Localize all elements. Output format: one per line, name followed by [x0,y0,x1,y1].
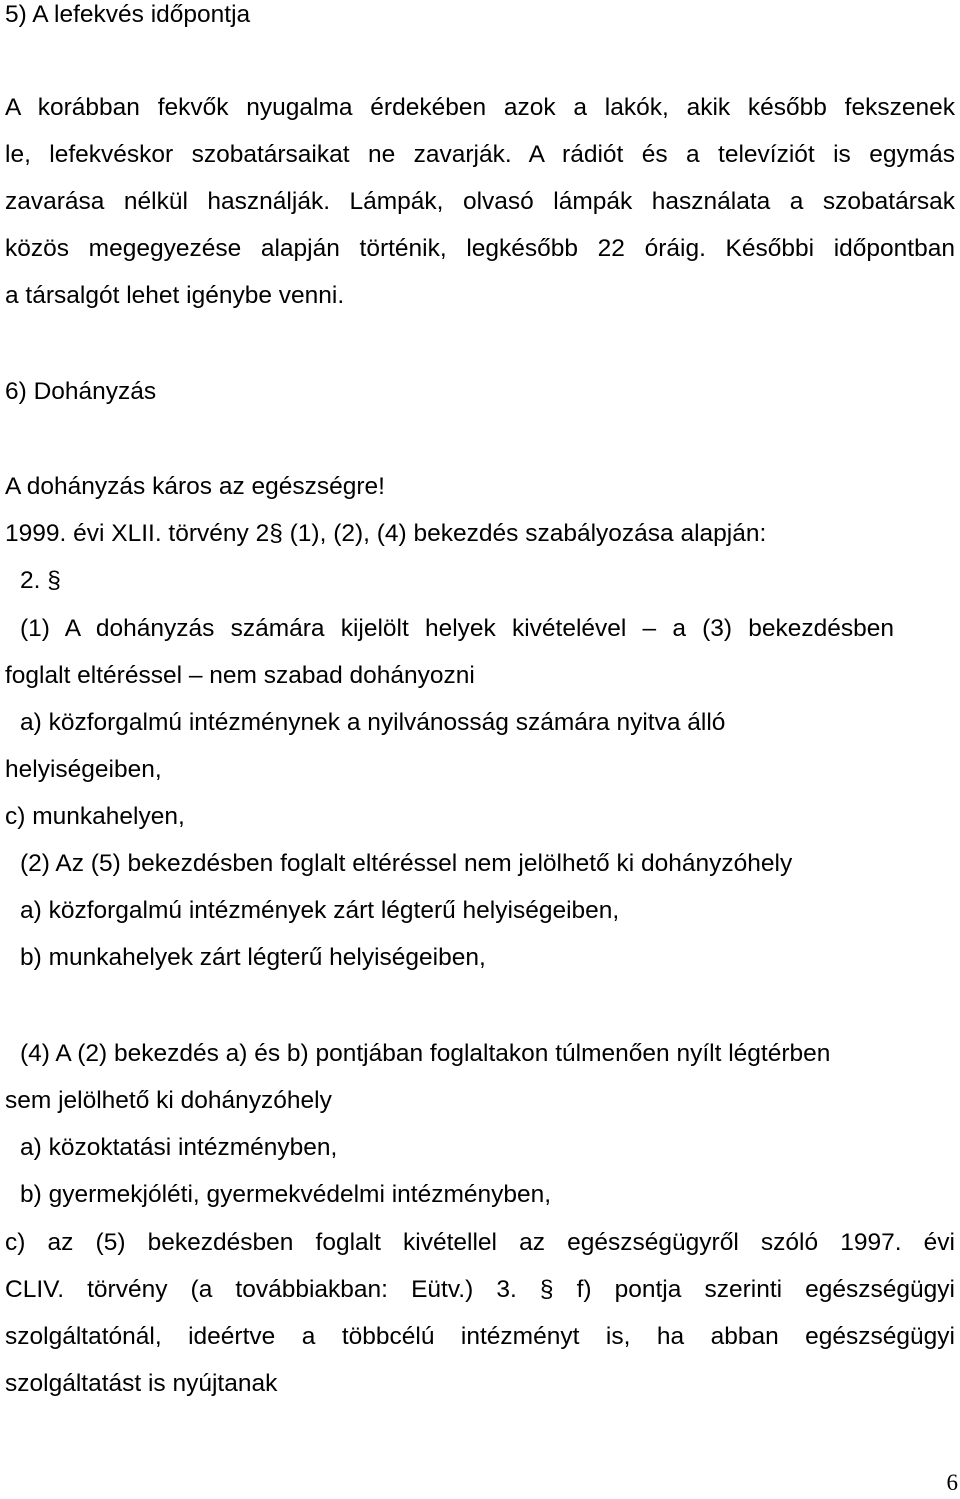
paragraph-sign: 2. § [20,567,61,594]
health-warning: A dohányzás káros az egészségre! [5,473,385,500]
subsection-1-line: foglalt eltéréssel – nem szabad dohányozni [5,662,475,689]
subsection-4-line: (4) A (2) bekezdés a) és b) pontjában foglaltakon túlmenően nyílt légtérben [20,1040,831,1067]
subsection-1-item-a: a) közforgalmú intézménynek a nyilvánosság számára nyitva álló [20,709,726,736]
subsection-2-intro: (2) Az (5) bekezdésben foglalt eltéréssel nem jelölhető ki dohányzóhely [20,850,793,877]
subsection-4-item-b: b) gyermekjóléti, gyermekvédelmi intézményben, [20,1181,552,1208]
law-reference: 1999. évi XLII. törvény 2§ (1), (2), (4) bekezdés szabályozása alapján: [5,520,767,547]
section-6-heading: 6) Dohányzás [5,378,157,405]
subsection-4-item-c-line: szolgáltatást is nyújtanak [5,1370,278,1397]
section-5-paragraph-line: közös megegyezése alapján történik, legkésőbb 22 óráig. Későbbi időpontban [5,235,955,262]
subsection-4-item-c-line: szolgáltatónál, ideértve a többcélú intézményt is, ha abban egészségügyi [5,1323,955,1350]
subsection-2-item-b: b) munkahelyek zárt légterű helyiségeiben, [20,944,486,971]
subsection-4-item-a: a) közoktatási intézményben, [20,1134,338,1161]
subsection-2-item-a: a) közforgalmú intézmények zárt légterű helyiségeiben, [20,897,620,924]
subsection-1-line: (1) A dohányzás számára kijelölt helyek kivételével – a (3) bekezdésben [20,615,894,642]
section-5-paragraph-line: zavarása nélkül használják. Lámpák, olvasó lámpák használata a szobatársak [5,188,955,215]
section-5-paragraph-line: a társalgót lehet igénybe venni. [5,282,345,309]
page-number: 6 [946,1470,958,1495]
subsection-4-line: sem jelölhető ki dohányzóhely [5,1087,332,1114]
subsection-4-item-c-line: CLIV. törvény (a továbbiakban: Eütv.) 3. § f) pontja szerinti egészségügyi [5,1276,955,1303]
subsection-1-item-a-cont: helyiségeiben, [5,756,162,783]
subsection-1-item-c: c) munkahelyen, [5,803,185,830]
subsection-4-item-c-line: c) az (5) bekezdésben foglalt kivétellel az egészségügyről szóló 1997. évi [5,1229,955,1256]
section-5-paragraph-line: le, lefekvéskor szobatársaikat ne zavarják. A rádiót és a televíziót is egymás [5,141,955,168]
section-5-heading: 5) A lefekvés időpontja [5,1,251,28]
section-5-paragraph-line: A korábban fekvők nyugalma érdekében azok a lakók, akik később fekszenek [5,94,955,121]
